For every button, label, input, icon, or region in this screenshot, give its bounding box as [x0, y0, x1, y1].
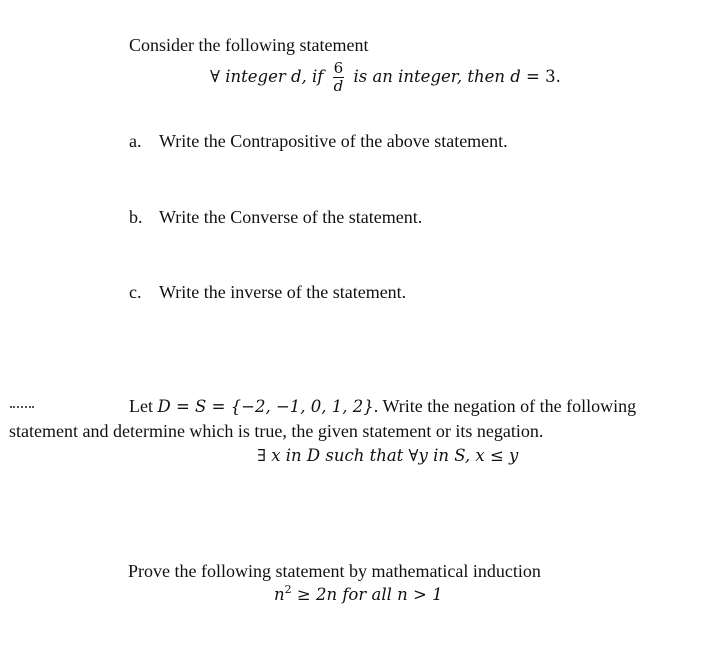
fraction-numerator: 6 [333, 59, 344, 77]
statement-value: 3. [545, 67, 561, 86]
q3-formula-exponent: 2 [284, 583, 292, 596]
q3-text: Prove the following statement by mathematical induction [128, 561, 541, 581]
q2-line1 [129, 395, 636, 418]
q3-formula-n: n [274, 585, 285, 604]
forall-symbol: ∀ [210, 67, 220, 86]
faint-dotted-mark [10, 406, 34, 410]
q2-lead: Let [129, 396, 158, 416]
q2-set-definition: D = S = {−2, −1, 0, 1, 2} [157, 397, 374, 416]
item-c-marker: c. [129, 282, 142, 302]
fraction-6-over-d [333, 60, 345, 95]
item-a-text: Write the Contrapositive of the above statement. [159, 131, 508, 151]
item-c-text: Write the inverse of the statement. [159, 282, 407, 302]
q3-formula [274, 585, 443, 604]
statement-part1: integer d, if [219, 67, 329, 86]
q1-intro: Consider the following statement [129, 35, 369, 55]
q3-formula-rest: ≥ 2n for all n > 1 [291, 585, 443, 604]
q2-line2: statement and determine which is true, the given statement or its negation. [9, 421, 544, 441]
q2-line1-rest: . Write the negation of the following [373, 396, 637, 416]
statement-part2: is an integer, then d [348, 67, 521, 86]
statement-equals: = [520, 67, 546, 86]
q1-statement [210, 60, 561, 95]
fraction-denominator: d [333, 77, 344, 95]
item-b-text: Write the Converse of the statement. [159, 207, 423, 227]
item-a-marker: a. [129, 131, 142, 151]
q2-formula: ∃ x in D such that ∀y in S, x ≤ y [257, 446, 519, 465]
item-b-marker: b. [129, 207, 143, 227]
